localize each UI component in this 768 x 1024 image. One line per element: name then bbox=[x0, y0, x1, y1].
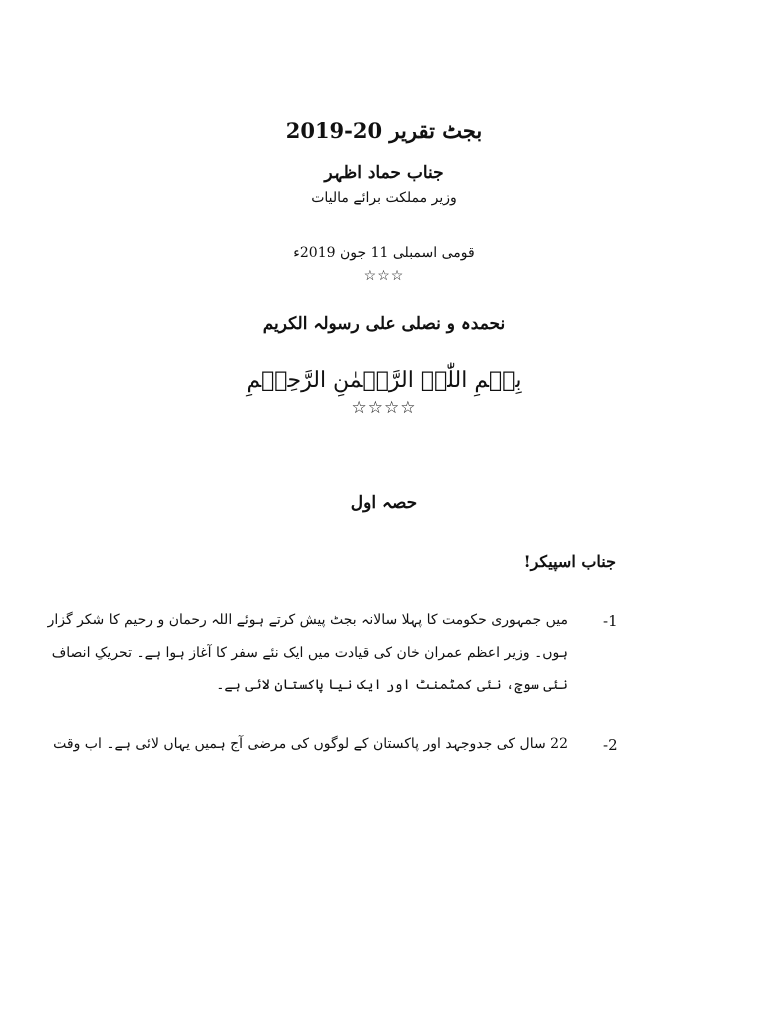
paragraph-line: 22 سال کی جدوجہد اور پاکستان کے لوگوں کی مرضی آج ہمیں یہاں لائی ہے۔ اب وقت bbox=[53, 736, 568, 752]
paragraph-line: میں جمہوری حکومت کا پہلا سالانہ بجٹ پیش کرتے ہوئے اللہ رحمان و رحیم کا شکر گزار bbox=[47, 612, 568, 628]
minister-name: جناب حماد اظہر bbox=[324, 163, 444, 183]
minister-designation: وزیر مملکت برائے مالیات bbox=[311, 190, 457, 206]
paragraph-line: نئی سوچ، نئی کمٹمنٹ اور ایک نیا پاکستان لائی ہے۔ bbox=[216, 677, 568, 693]
star-divider-large: ☆☆☆☆ bbox=[351, 398, 417, 418]
paragraph-number: -1 bbox=[603, 612, 618, 630]
bismillah: بِسۡمِ اللّٰہِ الرَّحۡمٰنِ الرَّحِیۡمِ bbox=[246, 368, 522, 393]
paragraph-line: ہوں۔ وزیر اعظم عمران خان کی قیادت میں ایک نئے سفر کا آغاز ہوا ہے۔ تحریکِ انصاف bbox=[51, 645, 568, 661]
section-heading: حصہ اول bbox=[350, 493, 418, 513]
star-divider-small: ☆☆☆ bbox=[363, 268, 405, 284]
assembly-date: قومی اسمبلی 11 جون 2019ء bbox=[293, 245, 475, 261]
opening-praise: نحمدہ و نصلی علی رسولہ الکریم bbox=[262, 314, 506, 334]
speech-title: بجٹ تقریر 20-2019 bbox=[285, 118, 483, 143]
speaker-address: جناب اسپیکر! bbox=[523, 552, 616, 571]
paragraph-number: -2 bbox=[603, 736, 618, 754]
